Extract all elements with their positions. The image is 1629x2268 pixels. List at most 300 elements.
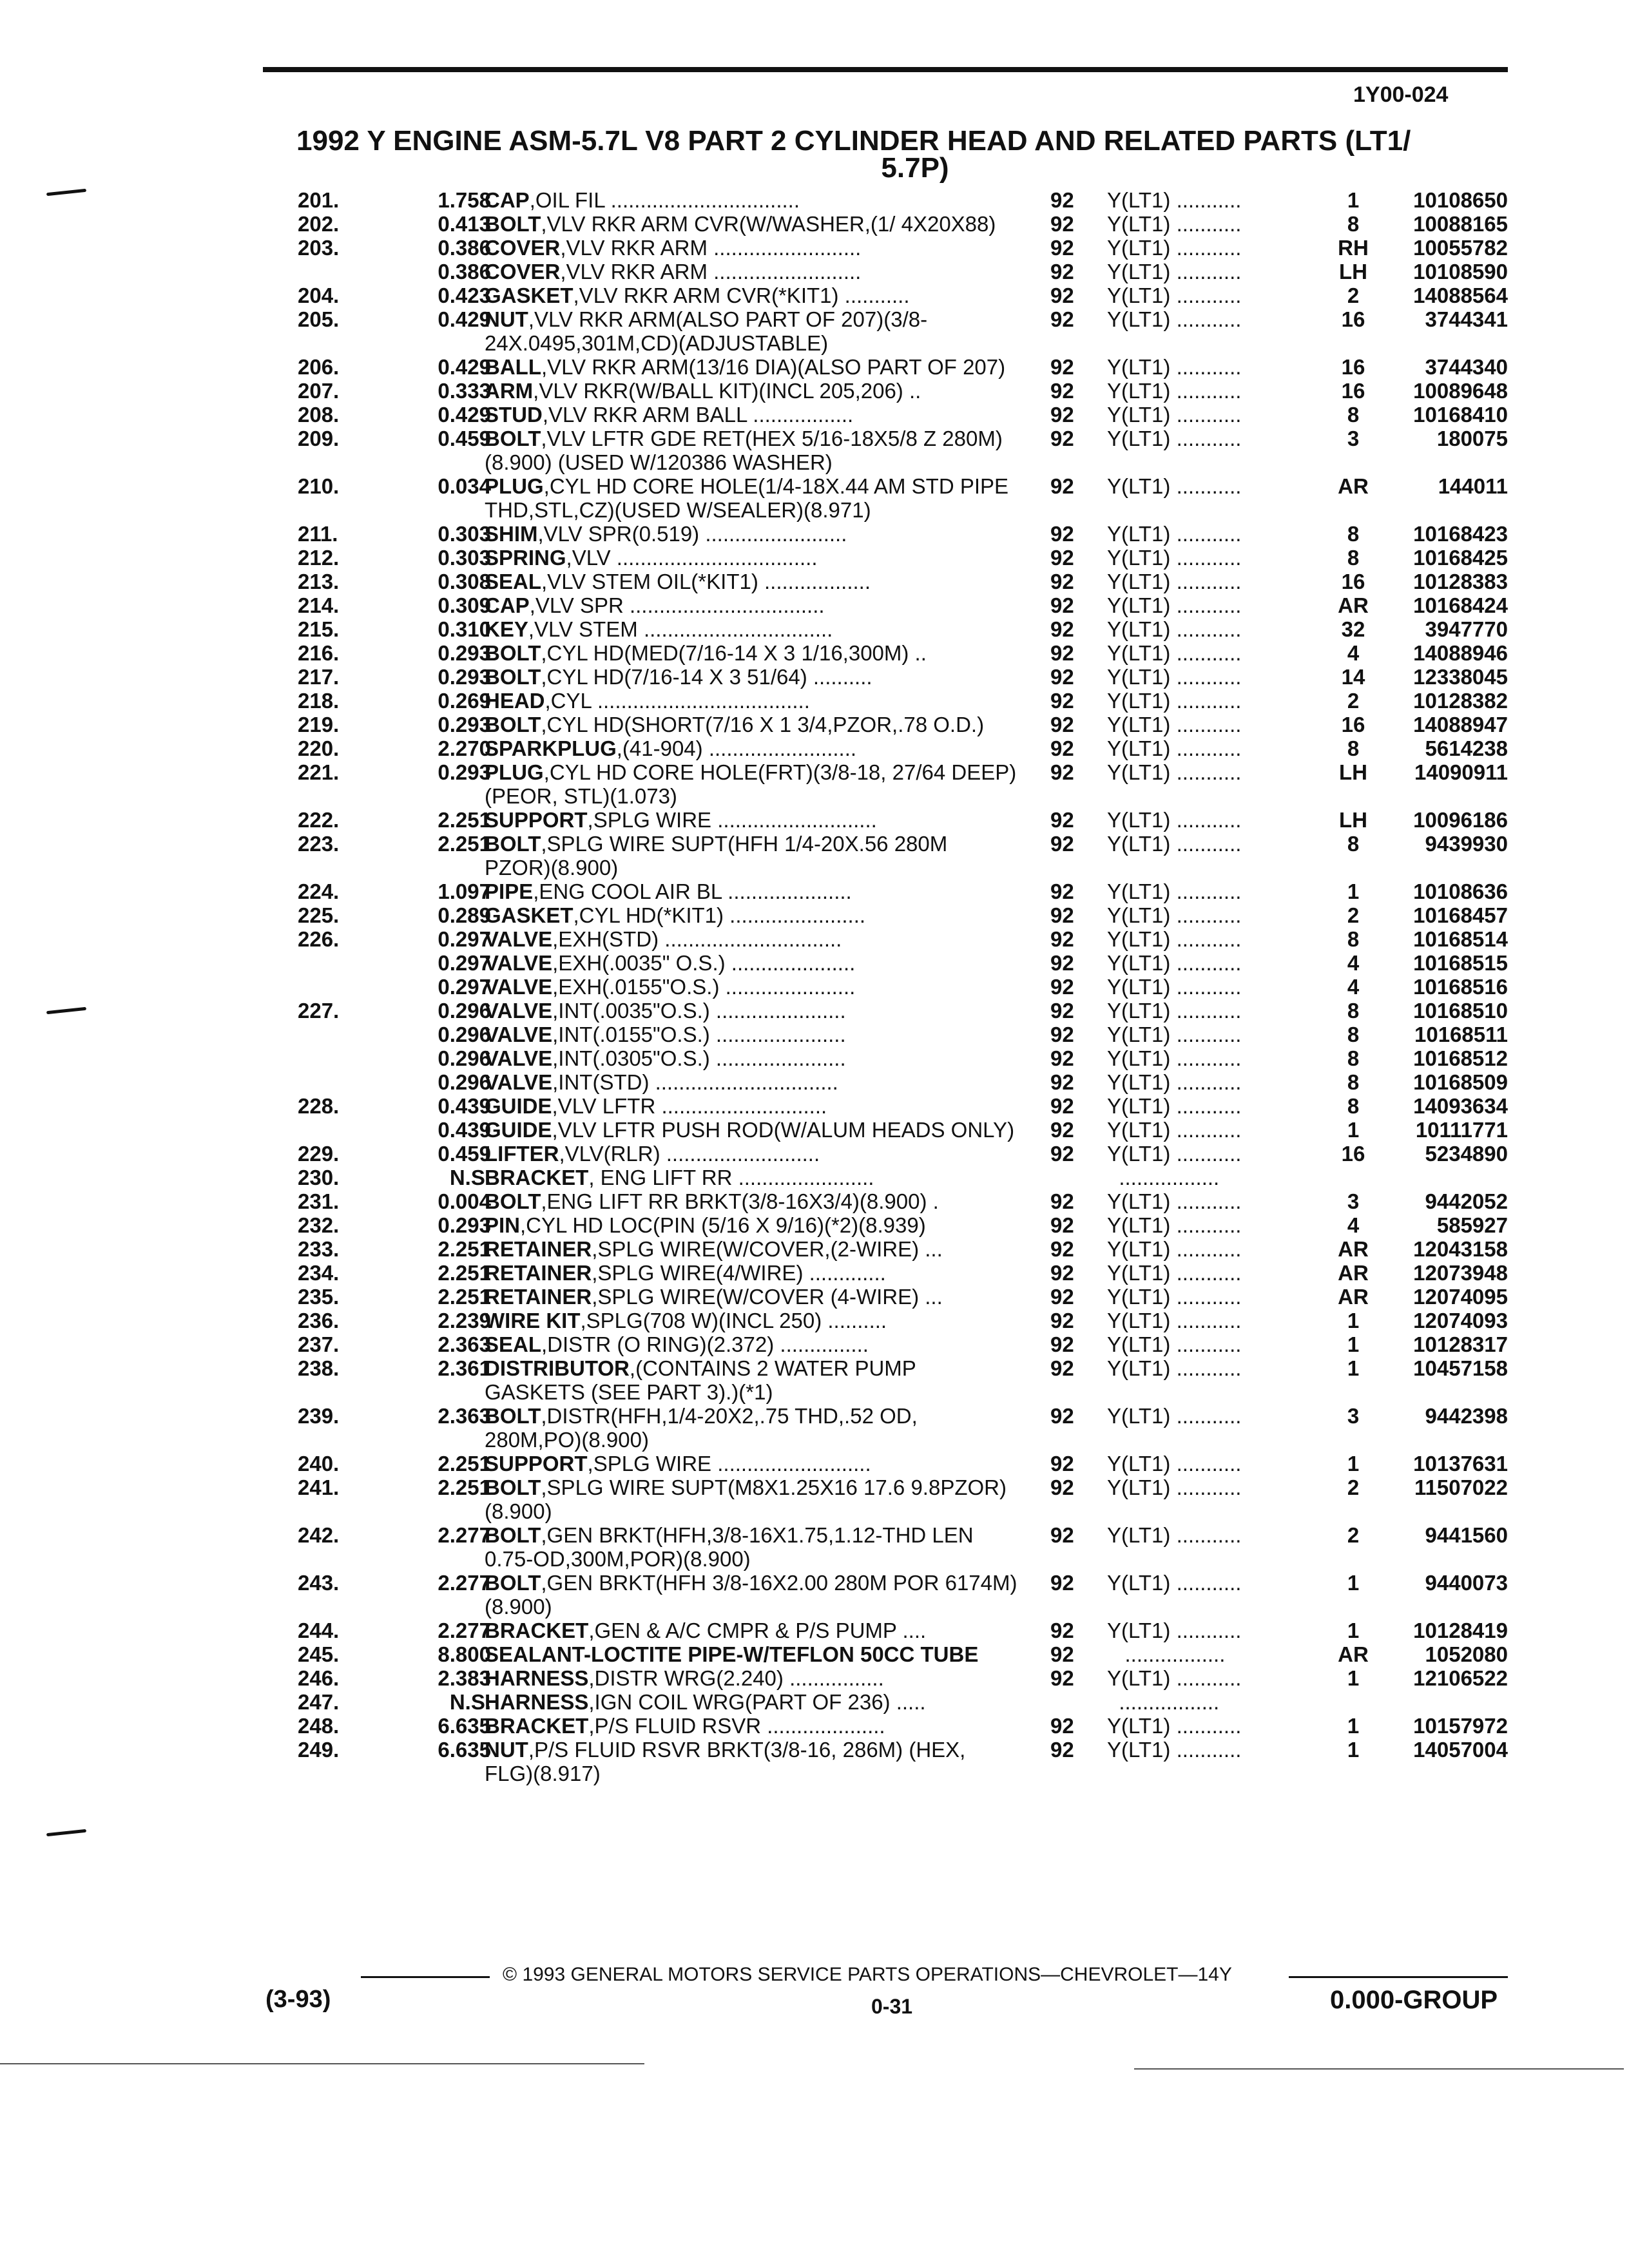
part-number: 10168516 xyxy=(1413,975,1508,999)
part-name: BOLT xyxy=(485,641,541,665)
group-label: 0.000-GROUP xyxy=(1330,1986,1498,2014)
part-description xyxy=(485,879,1019,903)
part-detail: ,CYL HD LOC(PIN (5/16 X 9/16)(*2)(8.939) xyxy=(520,1213,926,1237)
part-row xyxy=(0,236,1629,260)
part-number: 9442052 xyxy=(1425,1189,1508,1213)
model-year: 92 xyxy=(1050,1213,1074,1237)
quantity: 1 xyxy=(1347,1309,1360,1332)
part-name: ARM xyxy=(485,379,534,403)
quantity: 1 xyxy=(1347,879,1360,903)
part-detail: ,VLV LFTR PUSH ROD(W/ALUM HEADS ONLY) xyxy=(552,1118,1015,1142)
part-row xyxy=(0,713,1629,736)
part-row xyxy=(0,1237,1629,1261)
model-year: 92 xyxy=(1050,379,1074,403)
part-row xyxy=(0,1142,1629,1166)
group-number: 0.269 xyxy=(438,689,491,713)
part-name: VALVE xyxy=(485,927,553,951)
part-description xyxy=(485,1070,1019,1094)
part-description xyxy=(485,236,1019,260)
part-detail: ,SPLG(708 W)(INCL 250) .......... xyxy=(580,1309,887,1332)
part-name: GASKET xyxy=(485,284,574,307)
part-row xyxy=(0,1571,1629,1619)
quantity: 1 xyxy=(1347,1738,1360,1762)
part-number: 9441560 xyxy=(1425,1523,1508,1547)
part-description xyxy=(485,188,1019,212)
part-number: 14090911 xyxy=(1414,760,1508,784)
part-number: 10168512 xyxy=(1413,1046,1508,1070)
model-code: Y(LT1) ........... xyxy=(1107,1332,1242,1356)
part-description xyxy=(485,1523,1019,1571)
part-row xyxy=(0,1452,1629,1475)
model-code: Y(LT1) ........... xyxy=(1107,1666,1242,1690)
quantity: 16 xyxy=(1341,307,1365,331)
part-name: BOLT xyxy=(485,1189,541,1213)
part-number: 14088564 xyxy=(1413,284,1508,307)
item-number: 207. xyxy=(298,379,340,403)
part-row xyxy=(0,379,1629,403)
doc-code: 1Y00-024 xyxy=(1353,82,1449,107)
part-number: 14093634 xyxy=(1413,1094,1508,1118)
part-detail: ,CYL HD(SHORT(7/16 X 1 3/4,PZOR,.78 O.D.) xyxy=(541,713,985,736)
model-year: 92 xyxy=(1050,284,1074,307)
part-description xyxy=(485,1046,1019,1070)
part-row xyxy=(0,1046,1629,1070)
model-year: 92 xyxy=(1050,1309,1074,1332)
group-number: 0.297 xyxy=(438,927,491,951)
part-name: GUIDE xyxy=(485,1118,552,1142)
part-detail: ,CYL HD CORE HOLE(1/4-18X.44 AM STD PIPE THD,STL,CZ)(USED W/SEALER)(8.971) xyxy=(485,474,1009,522)
part-number: 3947770 xyxy=(1425,617,1508,641)
part-description xyxy=(485,1094,1019,1118)
part-number: 1052080 xyxy=(1425,1642,1508,1666)
group-number: N.S. xyxy=(449,1690,491,1714)
model-year: 92 xyxy=(1050,1094,1074,1118)
footer-rule-left xyxy=(361,1976,490,1978)
model-code: Y(LT1) ........... xyxy=(1107,665,1242,689)
part-description xyxy=(485,1690,1019,1714)
model-code: Y(LT1) ........... xyxy=(1107,1571,1242,1595)
part-name: VALVE xyxy=(485,1046,553,1070)
part-description xyxy=(485,713,1019,736)
item-number: 248. xyxy=(298,1714,340,1738)
model-year: 92 xyxy=(1050,713,1074,736)
part-row xyxy=(0,284,1629,307)
quantity: LH xyxy=(1339,760,1367,784)
part-name: COVER xyxy=(485,236,561,260)
part-detail: ,VLV .................................. xyxy=(566,546,818,570)
model-code: Y(LT1) ........... xyxy=(1107,1523,1242,1547)
part-detail: ,INT(.0305"O.S.) ...................... xyxy=(552,1046,846,1070)
item-number: 235. xyxy=(298,1285,340,1309)
quantity: AR xyxy=(1338,474,1369,498)
quantity: 2 xyxy=(1347,284,1360,307)
model-year: 92 xyxy=(1050,665,1074,689)
item-number: 241. xyxy=(298,1475,340,1499)
item-number: 225. xyxy=(298,903,340,927)
model-year: 92 xyxy=(1050,1571,1074,1595)
group-number: 0.293 xyxy=(438,713,491,736)
part-detail: ,VLV RKR ARM CVR(*KIT1) ........... xyxy=(573,284,910,307)
quantity: 2 xyxy=(1347,689,1360,713)
part-name: PIN xyxy=(485,1213,521,1237)
group-number: 1.758 xyxy=(438,188,491,212)
part-number: 10157972 xyxy=(1413,1714,1508,1738)
part-detail: ,CYL HD CORE HOLE(FRT)(3/8-18, 27/64 DEEP)(PEOR, STL)(1.073) xyxy=(485,760,1017,808)
group-number: 0.303 xyxy=(438,522,491,546)
model-code: Y(LT1) ........... xyxy=(1107,593,1242,617)
part-row xyxy=(0,617,1629,641)
part-number: 10108636 xyxy=(1413,879,1508,903)
part-description xyxy=(485,641,1019,665)
item-number: 222. xyxy=(298,808,340,832)
part-description xyxy=(485,284,1019,307)
part-number: 11507022 xyxy=(1414,1475,1508,1499)
bottom-rule-right xyxy=(1134,2068,1624,2070)
part-name: VALVE xyxy=(485,1023,553,1046)
item-number: 237. xyxy=(298,1332,340,1356)
part-row xyxy=(0,1714,1629,1738)
part-description xyxy=(485,1189,1019,1213)
part-description xyxy=(485,1142,1019,1166)
part-name: CAP xyxy=(485,188,530,212)
part-description xyxy=(485,1332,1019,1356)
part-row xyxy=(0,1690,1629,1714)
part-detail: ,VLV RKR ARM(13/16 DIA)(ALSO PART OF 207) xyxy=(541,355,1006,379)
quantity: 4 xyxy=(1347,641,1360,665)
part-description xyxy=(485,1714,1019,1738)
group-number: 2.251 xyxy=(438,808,491,832)
part-row xyxy=(0,1309,1629,1332)
part-detail: ,VLV RKR(W/BALL KIT)(INCL 205,206) .. xyxy=(533,379,921,403)
part-row xyxy=(0,260,1629,284)
part-description xyxy=(485,951,1019,975)
model-year: 92 xyxy=(1050,689,1074,713)
part-row xyxy=(0,355,1629,379)
part-number: 10088165 xyxy=(1413,212,1508,236)
part-name: CAP xyxy=(485,593,530,617)
part-row xyxy=(0,736,1629,760)
model-year: 92 xyxy=(1050,403,1074,427)
group-number: 0.293 xyxy=(438,1213,491,1237)
item-number: 215. xyxy=(298,617,340,641)
model-year: 92 xyxy=(1050,1261,1074,1285)
quantity: 16 xyxy=(1341,1142,1365,1166)
group-number: 0.293 xyxy=(438,760,491,784)
model-code: Y(LT1) ........... xyxy=(1107,307,1242,331)
title-line-1: 1992 Y ENGINE ASM-5.7L V8 PART 2 CYLINDER HEAD AND RELATED PARTS (LT1/ xyxy=(296,125,1411,157)
item-number: 233. xyxy=(298,1237,340,1261)
quantity: 8 xyxy=(1347,999,1360,1023)
part-detail: ,INT(.0035"O.S.) ...................... xyxy=(552,999,846,1023)
model-code: Y(LT1) ........... xyxy=(1107,1237,1242,1261)
group-number: 0.297 xyxy=(438,975,491,999)
model-code: Y(LT1) ........... xyxy=(1107,760,1242,784)
model-code: Y(LT1) ........... xyxy=(1107,379,1242,403)
part-name: VALVE xyxy=(485,975,553,999)
quantity: 1 xyxy=(1347,1452,1360,1475)
model-year: 92 xyxy=(1050,522,1074,546)
part-name: HEAD xyxy=(485,689,545,713)
part-row xyxy=(0,927,1629,951)
part-number: 10089648 xyxy=(1413,379,1508,403)
part-name: PLUG xyxy=(485,760,544,784)
group-number: 0.429 xyxy=(438,355,491,379)
part-name: BRACKET xyxy=(485,1714,589,1738)
part-detail: ,VLV RKR ARM ......................... xyxy=(560,260,862,284)
model-code: Y(LT1) ........... xyxy=(1107,832,1242,856)
quantity: 1 xyxy=(1347,1356,1360,1380)
model-year: 92 xyxy=(1050,927,1074,951)
item-number: 228. xyxy=(298,1094,340,1118)
group-number: 0.386 xyxy=(438,236,491,260)
model-code: Y(LT1) ........... xyxy=(1107,1452,1242,1475)
part-detail: ,SPLG WIRE SUPT(HFH 1/4-20X.56 280M PZOR)(8.900) xyxy=(485,832,948,879)
part-row xyxy=(0,307,1629,355)
part-name: RETAINER xyxy=(485,1285,592,1309)
model-year: 92 xyxy=(1050,1619,1074,1642)
item-number: 223. xyxy=(298,832,340,856)
model-year: 92 xyxy=(1050,474,1074,498)
model-year: 92 xyxy=(1050,1714,1074,1738)
group-number: 2.251 xyxy=(438,1475,491,1499)
part-number: 5614238 xyxy=(1425,736,1508,760)
group-number: 0.296 xyxy=(438,1023,491,1046)
item-number: 201. xyxy=(298,188,340,212)
item-number: 213. xyxy=(298,570,340,593)
part-number: 10168511 xyxy=(1414,1023,1508,1046)
model-code: Y(LT1) ........... xyxy=(1107,546,1242,570)
model-code: Y(LT1) ........... xyxy=(1107,474,1242,498)
item-number: 210. xyxy=(298,474,340,498)
part-detail: ,P/S FLUID RSVR BRKT(3/8-16, 286M) (HEX, FLG)(8.917) xyxy=(485,1738,966,1785)
group-number: 2.383 xyxy=(438,1666,491,1690)
part-name: BOLT xyxy=(485,1571,541,1595)
part-name: BOLT xyxy=(485,1404,541,1428)
model-year: 92 xyxy=(1050,546,1074,570)
quantity: 8 xyxy=(1347,832,1360,856)
quantity: 8 xyxy=(1347,1094,1360,1118)
part-number: 10128383 xyxy=(1413,570,1508,593)
part-name: GASKET xyxy=(485,903,574,927)
part-detail: ,DISTR WRG(2.240) ................ xyxy=(588,1666,884,1690)
part-row xyxy=(0,832,1629,879)
group-number: 2.251 xyxy=(438,1237,491,1261)
part-name: BOLT xyxy=(485,212,541,236)
group-number: 0.296 xyxy=(438,999,491,1023)
model-year: 92 xyxy=(1050,1738,1074,1762)
group-number: 2.277 xyxy=(438,1619,491,1642)
model-code: Y(LT1) ........... xyxy=(1107,808,1242,832)
part-name: SHIM xyxy=(485,522,538,546)
model-code: Y(LT1) ........... xyxy=(1107,1619,1242,1642)
part-row xyxy=(0,1475,1629,1523)
group-number: 0.293 xyxy=(438,641,491,665)
model-year: 92 xyxy=(1050,1237,1074,1261)
part-name: NUT xyxy=(485,307,528,331)
part-name: BALL xyxy=(485,355,541,379)
part-row xyxy=(0,546,1629,570)
item-number: 249. xyxy=(298,1738,340,1762)
page-title xyxy=(296,125,1495,184)
model-year: 92 xyxy=(1050,1356,1074,1380)
item-number: 238. xyxy=(298,1356,340,1380)
group-number: 0.439 xyxy=(438,1094,491,1118)
model-year: 92 xyxy=(1050,1642,1074,1666)
part-row xyxy=(0,212,1629,236)
part-description xyxy=(485,736,1019,760)
model-code: Y(LT1) ........... xyxy=(1107,284,1242,307)
part-number: 12074095 xyxy=(1413,1285,1508,1309)
part-row xyxy=(0,1738,1629,1785)
part-name: GUIDE xyxy=(485,1094,552,1118)
part-name: RETAINER xyxy=(485,1237,592,1261)
quantity: 1 xyxy=(1347,1666,1360,1690)
model-year: 92 xyxy=(1050,736,1074,760)
model-code: Y(LT1) ........... xyxy=(1107,1023,1242,1046)
item-number: 234. xyxy=(298,1261,340,1285)
part-description xyxy=(485,999,1019,1023)
quantity: AR xyxy=(1338,1285,1369,1309)
quantity: AR xyxy=(1338,1237,1369,1261)
part-detail: ,VLV RKR ARM BALL ................. xyxy=(542,403,854,427)
part-number: 10137631 xyxy=(1413,1452,1508,1475)
part-description xyxy=(485,307,1019,355)
model-code: Y(LT1) ........... xyxy=(1107,1738,1242,1762)
quantity: 4 xyxy=(1347,1213,1360,1237)
part-number: 10096186 xyxy=(1413,808,1508,832)
model-code: Y(LT1) ........... xyxy=(1107,1356,1242,1380)
model-code: Y(LT1) ........... xyxy=(1107,1046,1242,1070)
part-detail: ,(41-904) ......................... xyxy=(616,736,857,760)
title-line-2: 5.7P) xyxy=(881,152,949,184)
part-row xyxy=(0,760,1629,808)
part-name: WIRE KIT xyxy=(485,1309,581,1332)
hole-punch-mark xyxy=(46,1829,86,1836)
item-number: 220. xyxy=(298,736,340,760)
item-number: 245. xyxy=(298,1642,340,1666)
model-year: 92 xyxy=(1050,307,1074,331)
model-year: 92 xyxy=(1050,188,1074,212)
model-code: Y(LT1) ........... xyxy=(1107,1189,1242,1213)
part-detail: ,VLV LFTR ............................ xyxy=(552,1094,827,1118)
part-row xyxy=(0,1023,1629,1046)
part-name: BRACKET xyxy=(485,1166,589,1189)
part-description xyxy=(485,522,1019,546)
part-description xyxy=(485,1118,1019,1142)
model-year: 92 xyxy=(1050,760,1074,784)
group-number: 2.363 xyxy=(438,1404,491,1428)
quantity: 8 xyxy=(1347,403,1360,427)
part-number: 10168423 xyxy=(1413,522,1508,546)
part-description xyxy=(485,975,1019,999)
quantity: LH xyxy=(1339,260,1367,284)
quantity: 3 xyxy=(1347,1404,1360,1428)
part-row xyxy=(0,1619,1629,1642)
part-name: VALVE xyxy=(485,999,553,1023)
item-number: 221. xyxy=(298,760,340,784)
model-year: 92 xyxy=(1050,1189,1074,1213)
item-number: 247. xyxy=(298,1690,340,1714)
quantity: 8 xyxy=(1347,1023,1360,1046)
part-number: 14088946 xyxy=(1413,641,1508,665)
group-number: 1.097 xyxy=(438,879,491,903)
model-code: Y(LT1) ........... xyxy=(1107,1404,1242,1428)
model-year: 92 xyxy=(1050,355,1074,379)
part-description xyxy=(485,546,1019,570)
part-description xyxy=(485,760,1019,808)
part-detail: ,GEN BRKT(HFH 3/8-16X2.00 280M POR 6174M)(8.900) xyxy=(485,1571,1017,1619)
model-year: 92 xyxy=(1050,1285,1074,1309)
part-description xyxy=(485,570,1019,593)
part-detail: ,EXH(.0035" O.S.) ..................... xyxy=(552,951,856,975)
part-name: BOLT xyxy=(485,1475,541,1499)
part-number: 12106522 xyxy=(1413,1666,1508,1690)
part-row xyxy=(0,808,1629,832)
model-year: 92 xyxy=(1050,212,1074,236)
part-row xyxy=(0,1642,1629,1666)
part-number: 5234890 xyxy=(1425,1142,1508,1166)
quantity: AR xyxy=(1338,1642,1369,1666)
part-detail: ,VLV LFTR GDE RET(HEX 5/16-18X5/8 Z 280M)(8.900) (USED W/120386 WASHER) xyxy=(485,427,1003,474)
item-number: 243. xyxy=(298,1571,340,1595)
part-name: HARNESS xyxy=(485,1666,589,1690)
quantity: 16 xyxy=(1341,379,1365,403)
model-code: Y(LT1) ........... xyxy=(1107,260,1242,284)
part-name: SEAL xyxy=(485,570,542,593)
part-name: SUPPORT xyxy=(485,1452,588,1475)
item-number: 232. xyxy=(298,1213,340,1237)
group-number: 0.296 xyxy=(438,1070,491,1094)
part-detail: ,SPLG WIRE(W/COVER,(2-WIRE) ... xyxy=(592,1237,943,1261)
part-description xyxy=(485,379,1019,403)
quantity: RH xyxy=(1338,236,1369,260)
part-number: 10168509 xyxy=(1413,1070,1508,1094)
part-description xyxy=(485,1309,1019,1332)
model-year: 92 xyxy=(1050,1332,1074,1356)
group-number: 0.429 xyxy=(438,307,491,331)
part-detail: ,CYL HD(*KIT1) ....................... xyxy=(573,903,866,927)
top-rule xyxy=(263,67,1508,72)
part-detail: ,GEN BRKT(HFH,3/8-16X1.75,1.12-THD LEN 0.75-OD,300M,POR)(8.900) xyxy=(485,1523,974,1571)
part-detail: ,OIL FIL ................................ xyxy=(529,188,800,212)
part-description xyxy=(485,212,1019,236)
part-row xyxy=(0,1189,1629,1213)
part-row xyxy=(0,1332,1629,1356)
part-name: PLUG xyxy=(485,474,544,498)
part-row xyxy=(0,951,1629,975)
item-number: 204. xyxy=(298,284,340,307)
part-detail: ,DISTR (O RING)(2.372) ............... xyxy=(541,1332,869,1356)
part-detail: ,VLV(RLR) .......................... xyxy=(559,1142,820,1166)
part-description xyxy=(485,1213,1019,1237)
model-code: Y(LT1) ........... xyxy=(1107,641,1242,665)
part-detail: ,SPLG WIRE(W/COVER (4-WIRE) ... xyxy=(592,1285,943,1309)
quantity: 8 xyxy=(1347,522,1360,546)
quantity: 1 xyxy=(1347,1118,1360,1142)
part-number: 585927 xyxy=(1436,1213,1508,1237)
quantity: 1 xyxy=(1347,1619,1360,1642)
part-description xyxy=(485,689,1019,713)
model-year: 92 xyxy=(1050,641,1074,665)
group-number: 2.251 xyxy=(438,1452,491,1475)
group-number: 0.297 xyxy=(438,951,491,975)
part-row xyxy=(0,1213,1629,1237)
item-number: 217. xyxy=(298,665,340,689)
model-code: Y(LT1) ........... xyxy=(1107,1309,1242,1332)
part-description xyxy=(485,903,1019,927)
group-number: 0.459 xyxy=(438,427,491,450)
model-code: Y(LT1) ........... xyxy=(1107,736,1242,760)
